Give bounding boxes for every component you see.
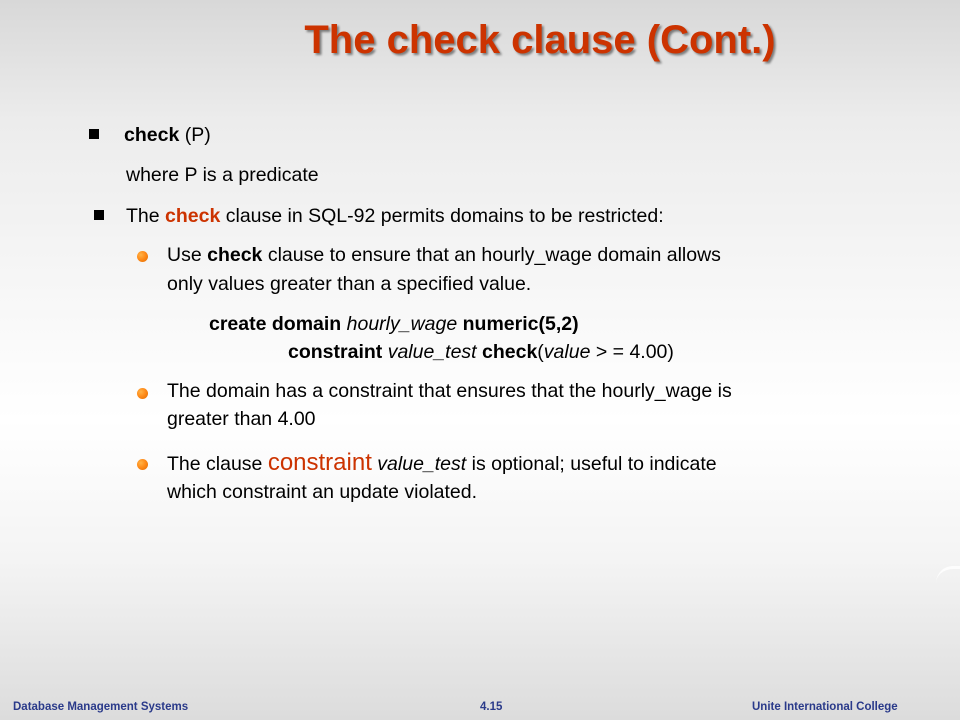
constraint-keyword-red: constraint xyxy=(267,449,372,476)
round-bullet-icon xyxy=(137,388,148,399)
sub-bullet-domain-constraint-line2: greater than 4.00 xyxy=(167,408,316,430)
check-keyword-red: check xyxy=(165,205,221,227)
round-bullet-icon xyxy=(137,459,148,470)
bullet-check-clause: The check clause in SQL-92 permits domains to be restricted: xyxy=(126,205,664,227)
predicate-description: where P is a predicate xyxy=(126,164,319,186)
footer-course-name: Database Management Systems xyxy=(13,701,189,713)
code-line-2: constraint value_test check(value > = 4.00) xyxy=(288,341,674,363)
decorative-swoosh xyxy=(936,566,960,583)
square-bullet-icon xyxy=(89,129,99,139)
footer-page-number: 4.15 xyxy=(480,701,503,713)
check-keyword: check xyxy=(124,124,180,146)
check-args: (P) xyxy=(179,124,211,146)
sub-bullet-use-check: Use check clause to ensure that an hourly_wage domain allows xyxy=(167,244,721,266)
square-bullet-icon xyxy=(94,210,104,220)
slide-title: The check clause (Cont.) xyxy=(304,18,776,62)
code-line-1: create domain hourly_wage numeric(5,2) xyxy=(209,313,579,335)
sub-bullet-use-check-line2: only values greater than a specified value. xyxy=(167,273,532,295)
sub-bullet-clause-optional: The clause constraint value_test is optional; useful to indicate xyxy=(167,449,717,476)
bullet-check-p xyxy=(124,126,211,146)
round-bullet-icon xyxy=(137,251,148,262)
sub-bullet-domain-constraint: The domain has a constraint that ensures that the hourly_wage is xyxy=(167,380,732,402)
footer-institution: Unite International College xyxy=(752,701,898,713)
sub-bullet-clause-optional-line2: which constraint an update violated. xyxy=(167,481,478,503)
